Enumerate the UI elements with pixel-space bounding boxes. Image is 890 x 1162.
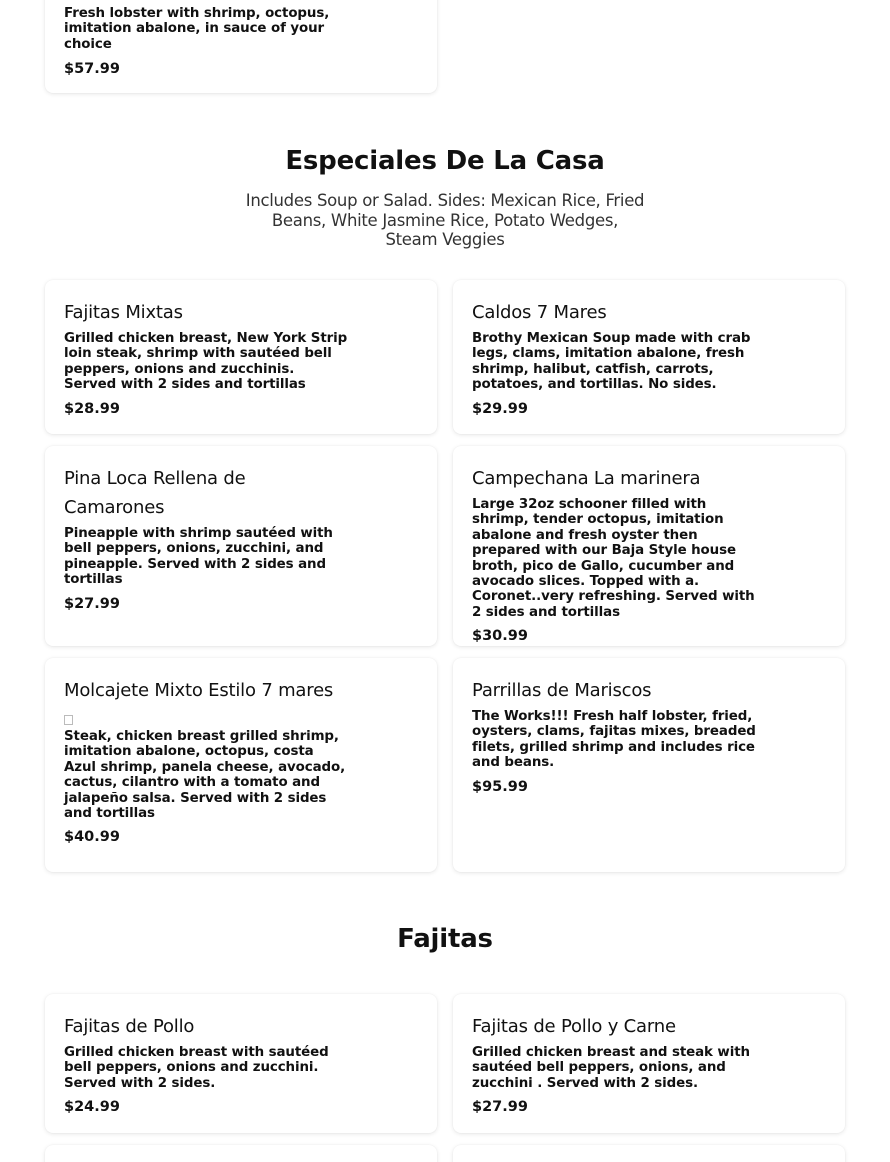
- menu-item-card[interactable]: [45, 994, 437, 1133]
- section-title-fajitas: Fajitas: [397, 924, 493, 954]
- item-name: Campechana La marinera: [472, 468, 701, 489]
- item-name: Fajitas de Pollo y Carne: [472, 1016, 676, 1037]
- menu-item-card[interactable]: [453, 994, 845, 1133]
- menu-item-card[interactable]: [453, 1145, 845, 1162]
- item-name: Fajitas de Pollo: [64, 1016, 195, 1037]
- section-subtitle-especiales: Includes Soup or Salad. Sides: Mexican Rice, Fried Beans, White Jasmine Rice, Potato Wedges, Steam Veggies: [245, 191, 645, 249]
- menu-item-card[interactable]: [45, 0, 437, 93]
- menu-item-card[interactable]: [453, 280, 845, 434]
- menu-item-card[interactable]: [45, 280, 437, 434]
- item-name: Parrillas de Mariscos: [472, 680, 652, 701]
- item-name: Fajitas Mixtas: [64, 302, 183, 323]
- broken-image-icon: [64, 715, 73, 725]
- item-name: Pina Loca Rellena de Camarones: [64, 468, 246, 518]
- item-description: Large 32oz schooner filled with shrimp, tender octopus, imitation abalone and fresh oyster then prepared with our Baja Style house broth, pico de Gallo, cucumber and avocado slices. Topped with a. Coronet..very refreshing. Served with 2 sides and tortillas: [472, 497, 755, 620]
- item-description: Brothy Mexican Soup made with crab legs, clams, imitation abalone, fresh shrimp, halibut, catfish, carrots, potatoes, and tortillas. No sides.: [472, 331, 751, 393]
- item-price: $28.99: [64, 400, 120, 417]
- menu-item-card[interactable]: [45, 446, 437, 646]
- item-description: Grilled chicken breast and steak with sautéed bell peppers, onions, and zucchini . Served with 2 sides.: [472, 1045, 750, 1091]
- item-description: Steak, chicken breast grilled shrimp, imitation abalone, octopus, costa Azul shrimp, panela cheese, avocado, cactus, cilantro with a tomato and jalapeño salsa. Served with 2 sides and tortillas: [64, 729, 346, 822]
- item-description: The Works!!! Fresh half lobster, fried, oysters, clams, fajitas mixes, breaded filets, grilled shrimp and includes rice and beans.: [472, 709, 756, 771]
- item-name: Caldos 7 Mares: [472, 302, 607, 323]
- item-price: $27.99: [64, 595, 120, 612]
- item-price: $29.99: [472, 400, 528, 417]
- item-price: $95.99: [472, 778, 528, 795]
- item-price: $30.99: [472, 628, 528, 645]
- item-description: Grilled chicken breast, New York Strip loin steak, shrimp with sautéed bell peppers, onions and zucchinis. Served with 2 sides and tortillas: [64, 331, 348, 393]
- menu-item-card[interactable]: [453, 446, 845, 646]
- item-description: Grilled chicken breast with sautéed bell peppers, onions and zucchini. Served with 2 sides.: [64, 1045, 329, 1091]
- item-price: $24.99: [64, 1099, 120, 1116]
- item-price: $27.99: [472, 1099, 528, 1116]
- item-description: Fresh lobster with shrimp, octopus, imitation abalone, in sauce of your choice: [64, 6, 330, 52]
- item-description: Pineapple with shrimp sautéed with bell peppers, onions, zucchini, and pineapple. Served with 2 sides and tortillas: [64, 526, 333, 588]
- item-name: Molcajete Mixto Estilo 7 mares: [64, 680, 334, 701]
- item-price: $57.99: [64, 61, 120, 78]
- section-title-especiales: Especiales De La Casa: [285, 146, 605, 176]
- menu-item-card[interactable]: [45, 658, 437, 872]
- item-price: $40.99: [64, 829, 120, 846]
- menu-item-card[interactable]: [453, 658, 845, 872]
- menu-item-card[interactable]: [45, 1145, 437, 1162]
